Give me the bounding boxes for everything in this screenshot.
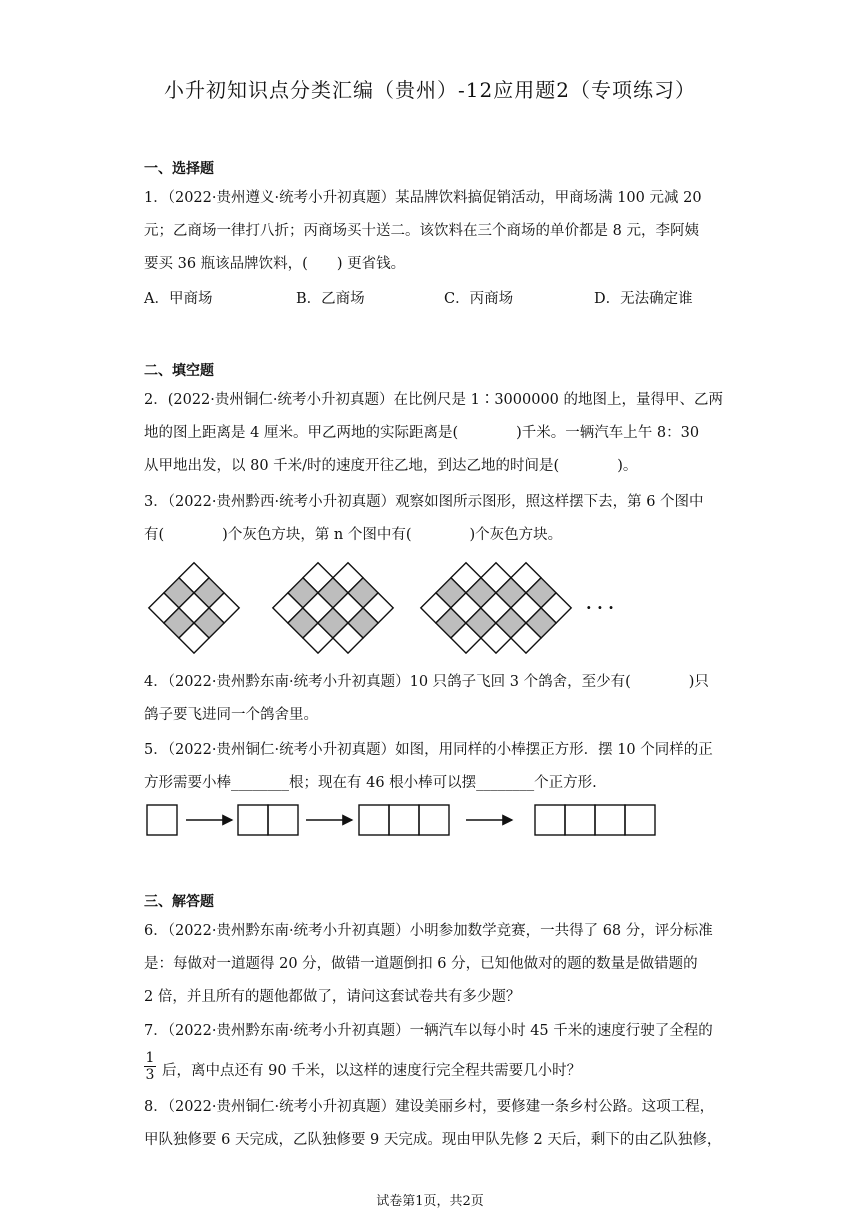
q8-line-2: 甲队独修要 6 天完成，乙队独修要 9 天完成。现由甲队先修 2 天后，剩下的由乙队独修，	[144, 1132, 722, 1148]
q7-line-2: 后，离中点还有 90 千米，以这样的速度行完全程共需要几小时？	[162, 1063, 582, 1079]
q6-line-1: 6．（2022·贵州黔东南·统考小升初真题）小明参加数学竞赛，一共得了 68 分，评分标准	[144, 923, 713, 939]
q1-option-a: A．甲商场	[144, 291, 213, 307]
q2-line-1: 2．(2022·贵州铜仁·统考小升初真题）在比例尺是 1∶3000000 的地图上，量得甲、乙两	[144, 392, 724, 408]
q3-line-2: 有( )个灰色方块，第 n 个图中有( )个灰色方块。	[144, 527, 563, 543]
q1-line-3: 要买 36 瓶该品牌饮料，( ) 更省钱。	[144, 256, 406, 272]
q7-fraction-denominator: 3	[145, 1067, 155, 1083]
q1-line-2: 元；乙商场一律打八折；丙商场买十送二。该饮料在三个商场的单价都是 8 元，李阿姨	[144, 223, 699, 239]
q7-fraction-numerator: 1	[145, 1050, 155, 1066]
q5-line-2: 方形需要小棒________根；现在有 46 根小棒可以摆________个正方形.	[144, 775, 597, 791]
q4-line-2: 鸽子要飞进同一个鸽舍里。	[144, 707, 318, 723]
q7-fraction	[144, 1050, 156, 1083]
section-heading-fill: 二、填空题	[144, 363, 214, 379]
q1-option-d: D．无法确定谁	[594, 291, 693, 307]
q3-figure-3	[420, 562, 572, 654]
page-footer: 试卷第1页，共2页	[376, 1194, 484, 1209]
q1-line-1: 1．（2022·贵州遵义·统考小升初真题）某品牌饮料搞促销活动，甲商场满 100 元减 20	[144, 190, 702, 206]
q2-line-3: 从甲地出发，以 80 千米/时的速度开往乙地，到达乙地的时间是( )。	[144, 458, 638, 474]
q1-option-b: B．乙商场	[296, 291, 365, 307]
section-heading-solve: 三、解答题	[144, 894, 214, 910]
q2-line-2: 地的图上距离是 4 厘米。甲乙两地的实际距离是( )千米。一辆汽车上午 8：30	[144, 425, 700, 441]
q5-line-1: 5．（2022·贵州铜仁·统考小升初真题）如图，用同样的小棒摆正方形．摆 10 个同样的正	[144, 742, 713, 758]
q3-line-1: 3．（2022·贵州黔西·统考小升初真题）观察如图所示图形，照这样摆下去，第 6 个图中	[144, 494, 704, 510]
q3-figure-2	[272, 562, 396, 654]
section-heading-choice: 一、选择题	[144, 161, 214, 177]
q6-line-2: 是：每做对一道题得 20 分，做错一道题倒扣 6 分，已知他做对的题的数量是做错题的	[144, 956, 698, 972]
q1-option-c: C．丙商场	[444, 291, 514, 307]
q3-ellipsis: · · ·	[586, 598, 614, 617]
q8-line-1: 8．（2022·贵州铜仁·统考小升初真题）建设美丽乡村，要修建一条乡村公路。这项工程，	[144, 1099, 715, 1115]
q6-line-3: 2 倍，并且所有的题他都做了，请问这套试卷共有多少题？	[144, 989, 521, 1005]
page-title: 小升初知识点分类汇编（贵州）-12应用题2（专项练习）	[164, 78, 696, 102]
q3-figure-1	[148, 562, 240, 654]
q7-line-1: 7．（2022·贵州黔东南·统考小升初真题）一辆汽车以每小时 45 千米的速度行驶了全程的	[144, 1023, 713, 1039]
q4-line-1: 4．（2022·贵州黔东南·统考小升初真题）10 只鸽子飞回 3 个鸽舍，至少有( )只	[144, 674, 709, 690]
q5-squares-figure	[144, 803, 664, 837]
